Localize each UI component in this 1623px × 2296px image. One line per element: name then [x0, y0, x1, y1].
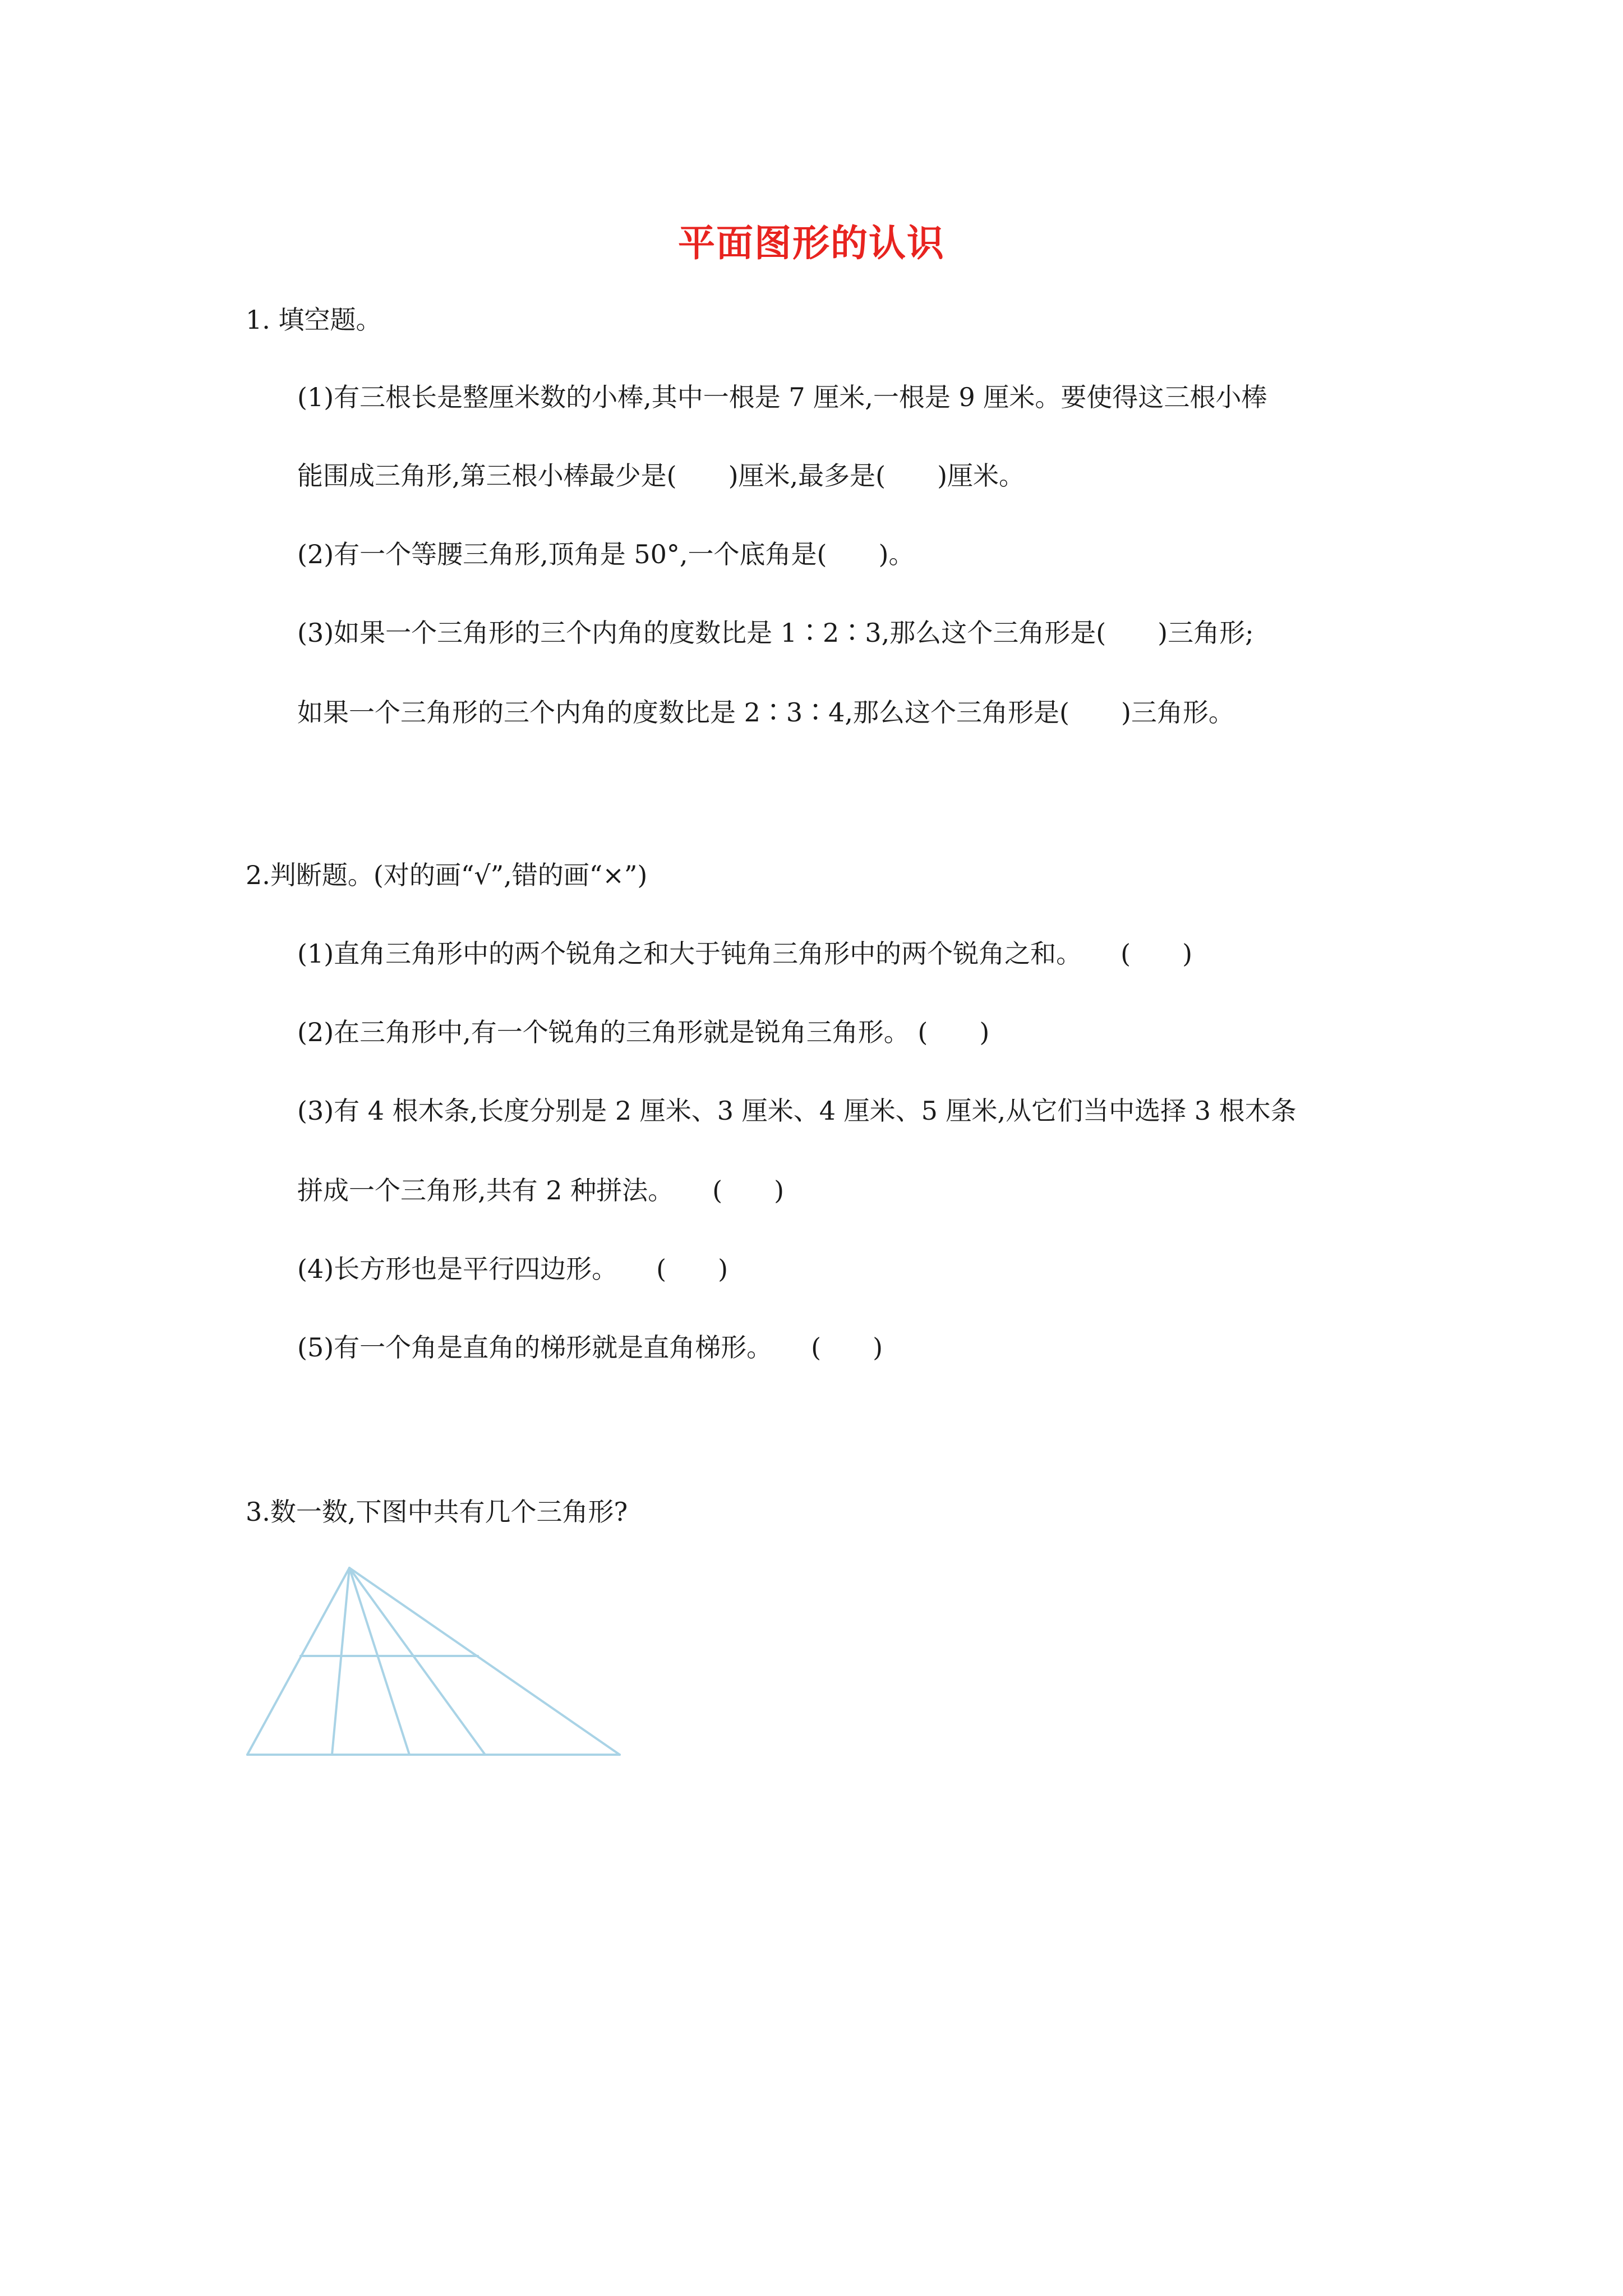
s1-q3-line2: 如果一个三角形的三个内角的度数比是 2∶3∶4,那么这个三角形是( )三角形。	[297, 697, 1234, 728]
section3-heading: 3.数一数,下图中共有几个三角形?	[246, 1497, 628, 1527]
s1-q2: (2)有一个等腰三角形,顶角是 50°,一个底角是( )。	[297, 539, 915, 569]
s2-q4: (4)长方形也是平行四边形。 ( )	[297, 1254, 728, 1284]
s1-q1-line1: (1)有三根长是整厘米数的小棒,其中一根是 7 厘米,一根是 9 厘米。要使得这三根小棒	[297, 382, 1267, 412]
s1-q3-line1: (3)如果一个三角形的三个内角的度数比是 1∶2∶3,那么这个三角形是( )三角形;	[297, 618, 1254, 648]
figure-right-side	[349, 1568, 620, 1755]
page-title: 平面图形的认识	[678, 221, 945, 265]
s2-q1: (1)直角三角形中的两个锐角之和大于钝角三角形中的两个锐角之和。 ( )	[297, 938, 1193, 969]
s2-q3-line1: (3)有 4 根木条,长度分别是 2 厘米、3 厘米、4 厘米、5 厘米,从它们当中选择 3 根木条	[297, 1096, 1297, 1126]
s2-q2: (2)在三角形中,有一个锐角的三角形就是锐角三角形。 ( )	[297, 1017, 990, 1047]
s2-q5: (5)有一个角是直角的梯形就是直角梯形。 ( )	[297, 1332, 883, 1363]
section1-heading: 1. 填空题。	[246, 305, 382, 335]
figure-inner-line-2	[349, 1568, 409, 1755]
s1-q1-line2: 能围成三角形,第三根小棒最少是( )厘米,最多是( )厘米。	[297, 461, 1025, 491]
section2-heading: 2.判断题。(对的画“√”,错的画“×”)	[246, 860, 648, 890]
figure-inner-line-3	[349, 1568, 485, 1755]
s2-q3-line2: 拼成一个三角形,共有 2 种拼法。 ( )	[297, 1175, 785, 1205]
